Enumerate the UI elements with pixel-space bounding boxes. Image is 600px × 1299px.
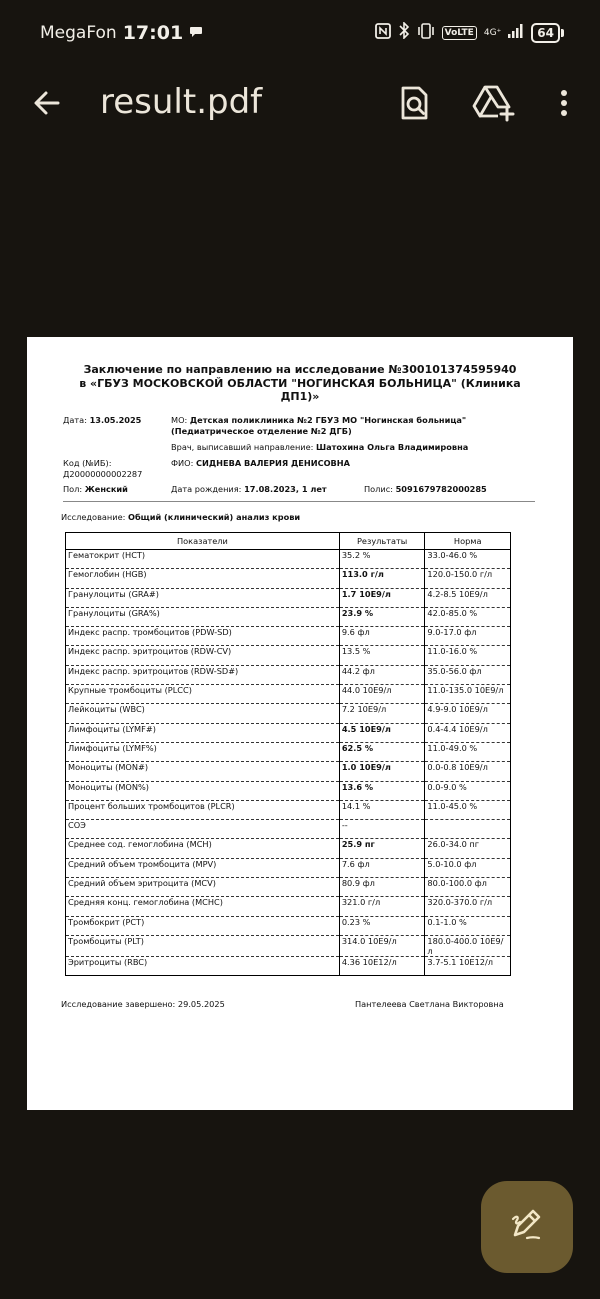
completed-date: Исследование завершено: 29.05.2025: [61, 999, 225, 1009]
norm-value: 4.2-8.5 10Е9/л: [425, 588, 511, 607]
result-value: 314.0 10Е9/л: [339, 935, 425, 956]
header-line-1: Заключение по направлению на исследование №300101374595940: [83, 363, 517, 376]
norm-value: 11.0-45.0 %: [425, 800, 511, 819]
indicator-name: Лейкоциты (WBC): [66, 704, 340, 723]
norm-value: 42.0-85.0 %: [425, 607, 511, 626]
doctor-label: Врач, выписавший направление:: [171, 442, 314, 452]
dob-field: [171, 484, 327, 494]
indicator-name: Средний объем эритроцита (MCV): [66, 878, 340, 897]
indicator-name: Моноциты (MON%): [66, 781, 340, 800]
result-value: 80.9 фл: [339, 878, 425, 897]
indicator-name: Индекс распр. эритроцитов (RDW-SD#): [66, 665, 340, 684]
mo-field: [171, 415, 466, 425]
fio-label: ФИО:: [171, 458, 194, 468]
norm-value: 3.7-5.1 10Е12/л: [425, 956, 511, 975]
annotate-button[interactable]: [481, 1181, 573, 1273]
indicator-name: Гранулоциты (GRA#): [66, 588, 340, 607]
result-value: 9.6 фл: [339, 627, 425, 646]
table-row: [66, 916, 511, 935]
table-row: [66, 742, 511, 761]
table-row: [66, 627, 511, 646]
header-norm: Норма: [425, 533, 511, 550]
draw-pen-icon: [507, 1205, 547, 1249]
study-field: [61, 512, 300, 522]
fio-value: СИДНЕВА ВАЛЕРИЯ ДЕНИСОВНА: [196, 458, 350, 468]
indicator-name: Моноциты (MON#): [66, 762, 340, 781]
table-row: [66, 858, 511, 877]
table-row: [66, 897, 511, 916]
sex-value: Женский: [84, 484, 128, 494]
norm-value: 0.0-9.0 %: [425, 781, 511, 800]
result-value: 44.0 10Е9/л: [339, 685, 425, 704]
google-drive-add-icon[interactable]: [472, 84, 512, 124]
table-row: [66, 550, 511, 569]
indicator-name: Процент больших тромбоцитов (PLCR): [66, 800, 340, 819]
battery-level: 64: [531, 23, 560, 43]
table-row: [66, 956, 511, 975]
volte-badge: VoLTE: [442, 26, 477, 40]
indicator-name: Средний объем тромбоцита (MPV): [66, 858, 340, 877]
result-value: 7.2 10Е9/л: [339, 704, 425, 723]
result-value: --: [339, 820, 425, 839]
result-value: 4.36 10Е12/л: [339, 956, 425, 975]
table-row: [66, 569, 511, 588]
norm-value: 0.4-4.4 10Е9/л: [425, 723, 511, 742]
status-left: [40, 22, 203, 44]
header-line-2: в «ГБУЗ МОСКОВСКОЙ ОБЛАСТИ "НОГИНСКАЯ БОЛЬНИЦА" (Клиника: [79, 376, 521, 390]
indicator-name: Тромбокрит (PCT): [66, 916, 340, 935]
document-title: result.pdf: [100, 82, 263, 122]
nfc-icon: [375, 23, 391, 43]
norm-value: 33.0-46.0 %: [425, 550, 511, 569]
norm-value: 180.0-400.0 10Е9/л: [425, 935, 511, 956]
doctor-field: [171, 442, 468, 452]
results-table: [65, 532, 511, 976]
indicator-name: Крупные тромбоциты (PLCC): [66, 685, 340, 704]
result-value: 1.7 10Е9/л: [339, 588, 425, 607]
table-row: [66, 820, 511, 839]
result-value: 35.2 %: [339, 550, 425, 569]
table-row: [66, 878, 511, 897]
header-result: Результаты: [339, 533, 425, 550]
indicator-name: Индекс распр. эритроцитов (RDW-CV): [66, 646, 340, 665]
date-value: 13.05.2025: [89, 415, 142, 425]
policy-value: 5091679782000285: [395, 484, 487, 494]
status-bar: [0, 0, 600, 68]
norm-value: 35.0-56.0 фл: [425, 665, 511, 684]
indicator-name: Гематокрит (НСТ): [66, 550, 340, 569]
clock: 17:01: [122, 22, 184, 44]
code-value: Д20000000002287: [63, 469, 143, 479]
table-row: [66, 723, 511, 742]
indicator-name: Гранулоциты (GRA%): [66, 607, 340, 626]
table-row: [66, 839, 511, 858]
norm-value: 26.0-34.0 пг: [425, 839, 511, 858]
indicator-name: Гемоглобин (HGB): [66, 569, 340, 588]
policy-field: [364, 484, 487, 494]
divider: [63, 501, 535, 502]
fio-field: [171, 458, 350, 468]
mo-value: Детская поликлиника №2 ГБУЗ МО "Ногинская больница": [189, 415, 467, 425]
result-value: 25.9 пг: [339, 839, 425, 858]
norm-value: 320.0-370.0 г/л: [425, 897, 511, 916]
table-row: [66, 704, 511, 723]
table-row: [66, 685, 511, 704]
header-indicator: Показатели: [66, 533, 340, 550]
policy-label: Полис:: [364, 484, 393, 494]
result-value: 13.6 %: [339, 781, 425, 800]
indicator-name: Лимфоциты (LYMF#): [66, 723, 340, 742]
sex-field: [63, 484, 128, 494]
result-value: 44.2 фл: [339, 665, 425, 684]
norm-value: 11.0-49.0 %: [425, 742, 511, 761]
search-document-icon[interactable]: [395, 84, 435, 124]
norm-value: [425, 820, 511, 839]
norm-value: 5.0-10.0 фл: [425, 858, 511, 877]
carrier-name: MegaFon: [40, 23, 117, 43]
result-value: 7.6 фл: [339, 858, 425, 877]
table-row: [66, 781, 511, 800]
indicator-name: Эритроциты (RBC): [66, 956, 340, 975]
pdf-page[interactable]: [27, 337, 573, 1110]
study-value: Общий (клинический) анализ крови: [128, 512, 301, 522]
signal-icon: [508, 24, 524, 42]
sex-label: Пол:: [63, 484, 83, 494]
result-value: 62.5 %: [339, 742, 425, 761]
norm-value: 80.0-100.0 фл: [425, 878, 511, 897]
result-value: 0.23 %: [339, 916, 425, 935]
result-value: 23.9 %: [339, 607, 425, 626]
bluetooth-icon: [398, 22, 410, 43]
table-row: [66, 646, 511, 665]
result-value: 113.0 г/л: [339, 569, 425, 588]
indicator-name: Лимфоциты (LYMF%): [66, 742, 340, 761]
status-right: [375, 22, 564, 43]
table-row: [66, 607, 511, 626]
indicator-name: Индекс распр. тромбоцитов (PDW-SD): [66, 627, 340, 646]
signing-doctor: Пантелеева Светлана Викторовна: [355, 999, 504, 1009]
norm-value: 11.0-135.0 10Е9/л: [425, 685, 511, 704]
indicator-name: СОЭ: [66, 820, 340, 839]
norm-value: 0.1-1.0 %: [425, 916, 511, 935]
code-label: Код (№ИБ):: [63, 458, 112, 468]
chat-bubble-icon: [189, 23, 203, 43]
app-bar: [0, 68, 600, 140]
document-header: [67, 363, 533, 404]
norm-value: 120.0-150.0 г/л: [425, 569, 511, 588]
indicator-name: Тромбоциты (PLT): [66, 935, 340, 956]
header-line-3: ДП1)»: [280, 390, 320, 403]
result-value: 1.0 10Е9/л: [339, 762, 425, 781]
mo-label: МО:: [171, 415, 188, 425]
vibrate-icon: [417, 23, 435, 43]
battery-tip: [561, 29, 564, 37]
result-value: 4.5 10Е9/л: [339, 723, 425, 742]
norm-value: 0.0-0.8 10Е9/л: [425, 762, 511, 781]
doctor-value: Шатохина Ольга Владимировна: [316, 442, 469, 452]
result-value: 14.1 %: [339, 800, 425, 819]
table-row: [66, 665, 511, 684]
back-arrow-icon[interactable]: [28, 84, 66, 122]
result-value: 13.5 %: [339, 646, 425, 665]
norm-value: 4.9-9.0 10Е9/л: [425, 704, 511, 723]
mo-value-2: (Педиатрическое отделение №2 ДГБ): [171, 426, 352, 436]
norm-value: 9.0-17.0 фл: [425, 627, 511, 646]
table-header-row: [66, 533, 511, 550]
table-row: [66, 935, 511, 956]
network-type: 4G⁺: [483, 27, 502, 38]
more-vert-icon[interactable]: [546, 84, 586, 124]
result-value: 321.0 г/л: [339, 897, 425, 916]
dob-value: 17.08.2023, 1 лет: [244, 484, 327, 494]
date-field: [63, 415, 141, 425]
study-label: Исследование:: [61, 512, 126, 522]
date-label: Дата:: [63, 415, 87, 425]
table-row: [66, 800, 511, 819]
indicator-name: Среднее сод. гемоглобина (MCH): [66, 839, 340, 858]
table-row: [66, 762, 511, 781]
table-row: [66, 588, 511, 607]
indicator-name: Средняя конц. гемоглобина (MCHC): [66, 897, 340, 916]
norm-value: 11.0-16.0 %: [425, 646, 511, 665]
dob-label: Дата рождения:: [171, 484, 242, 494]
